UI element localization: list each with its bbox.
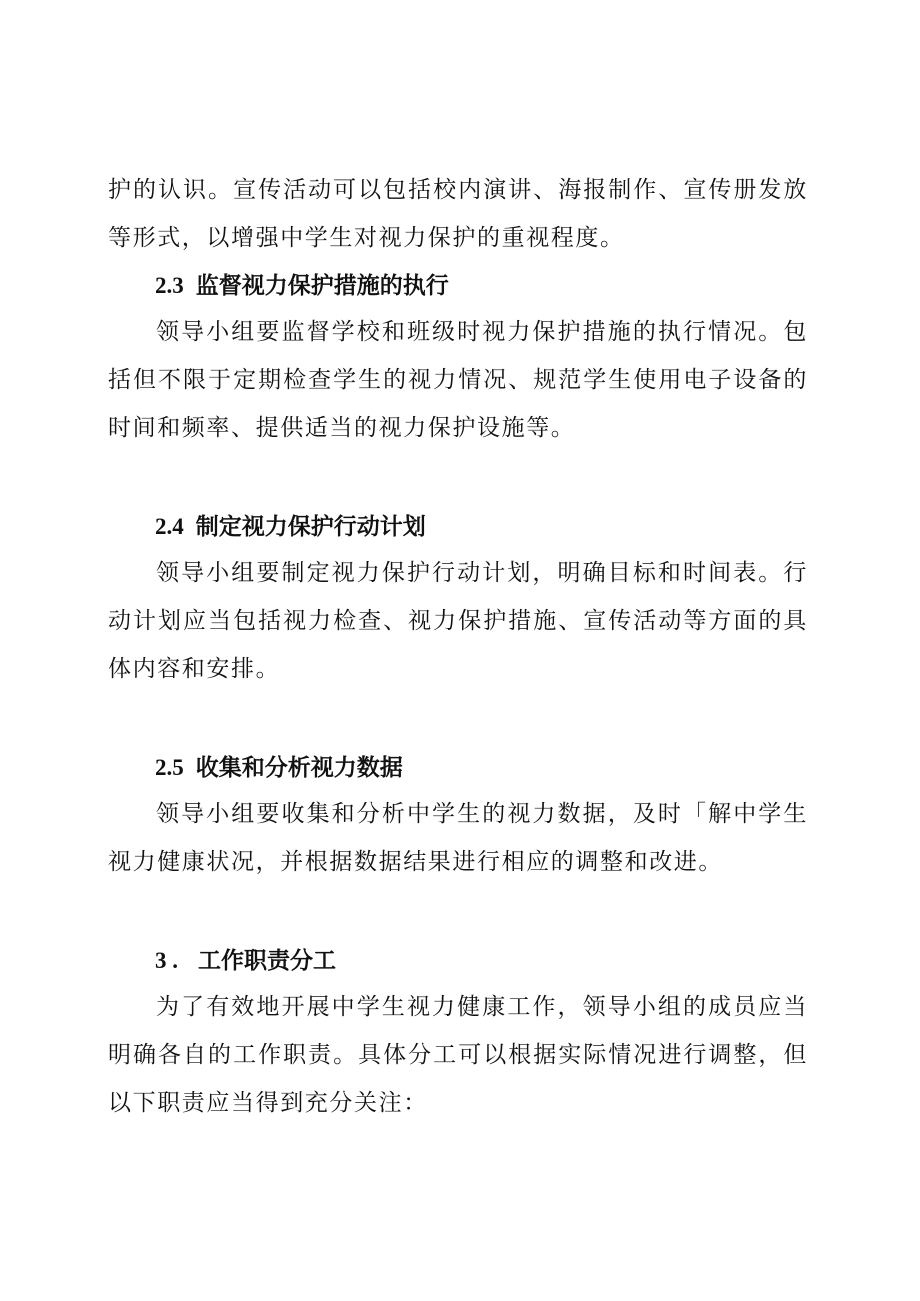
section-title: 工作职责分工 (198, 948, 336, 974)
section-number: 2.5 (155, 755, 184, 780)
paragraph-responsibilities: 为了有效地开展中学生视力健康工作，领导小组的成员应当明确各自的工作职责。具体分工可以根据实际情况进行调整，但以下职责应当得到充分关注： (108, 994, 808, 1116)
section-title: 制定视力保护行动计划 (195, 514, 426, 540)
section-number: 2.3 (155, 273, 184, 298)
paragraph-vision-data: 领导小组要收集和分析中学生的视力数据，及时「解中学生视力健康状况，并根据数据结果进行相应的调整和改进。 (108, 801, 808, 875)
section-title: 收集和分析视力数据 (195, 755, 403, 781)
paragraph-action-plan: 领导小组要制定视力保护行动计划，明确目标和时间表。行动计划应当包括视力检查、视力保护措施、宣传活动等方面的具体内容和安排。 (108, 560, 808, 682)
section-heading-2-5 (155, 752, 403, 784)
section-number: 3 . (155, 948, 178, 973)
section-number: 2.4 (155, 514, 184, 539)
paragraph-supervise: 领导小组要监督学校和班级时视力保护措施的执行情况。包括但不限于定期检查学生的视力情况、规范学生使用电子设备的时间和频率、提供适当的视力保护设施等。 (108, 319, 808, 441)
section-heading-2-4 (155, 511, 426, 543)
section-title: 监督视力保护措施的执行 (195, 273, 449, 299)
section-heading-2-3 (155, 270, 449, 302)
section-heading-3 (155, 945, 336, 977)
paragraph-publicity-continued: 护的认识。宣传活动可以包括校内演讲、海报制作、宣传册发放等形式，以增强中学生对视力保护的重视程度。 (108, 177, 808, 251)
